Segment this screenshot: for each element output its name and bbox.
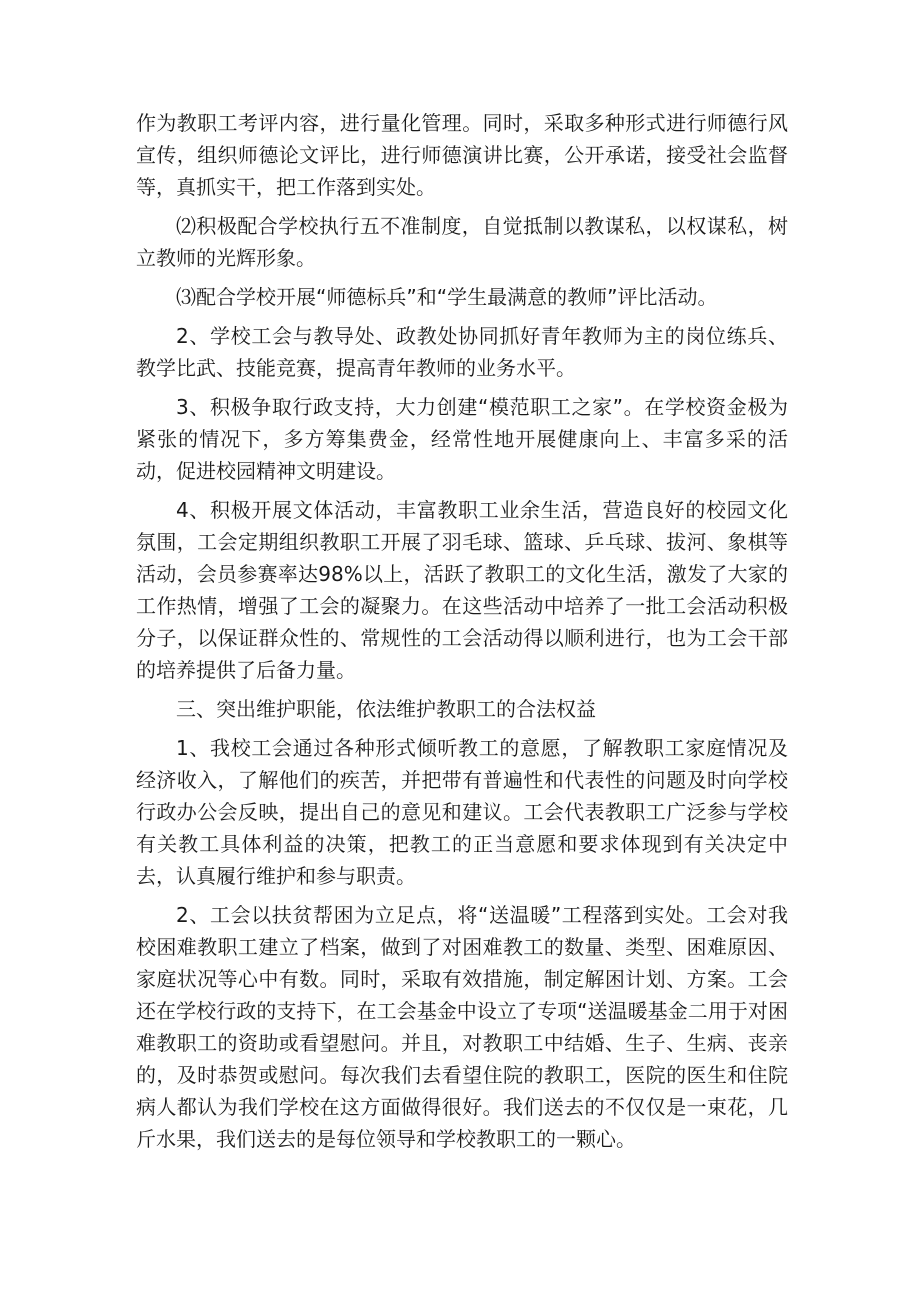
paragraph-item-3: ⑶配合学校开展“师德标兵”和“学生最满意的教师”评比活动。 <box>176 285 718 309</box>
paragraph-continued: 作为教职工考评内容，进行量化管理。同时，采取多种形式进行师德行风宣传，组织师德论文评比，进行师德演讲比赛，公开承诺，接受社会监督等，真抓实干，把工作落到实处。 <box>136 111 788 199</box>
paragraph-subsection-2: 2、工会以扶贫帮困为立足点，将“送温暖”工程落到实处。工会对我校困难教职工建立了档案，做到了对困难教工的数量、类型、困难原因、家庭状况等心中有数。同时，采取有效措施，制定解困计划、方案。工会还在学校行政的支持下，在工会基金中设立了专项“送温暖基金二用于对困难教职工的资助或看望慰问。并且，对教职工中结婚、生子、生病、丧亲的，及时恭贺或慰问。每次我们去看望住院的教职工，医院的医生和住院病人都认为我们学校在这方面做得很好。我们送去的不仅仅是一束花，几斤水果，我们送去的是每位领导和学校教职工的一颗心。 <box>136 903 788 1151</box>
section-heading-3: 三、突出维护职能，依法维护教职工的合法权益 <box>176 697 596 721</box>
document-body <box>136 107 788 1162</box>
paragraph-item-2: ⑵积极配合学校执行五不准制度，自觉抵制以教谋私，以权谋私，树立教师的光辉形象。 <box>136 214 788 270</box>
paragraph-section-3: 3、积极争取行政支持，大力创建“模范职工之家”。在学校资金极为紧张的情况下，多方筹集费金，经常性地开展健康向上、丰富多采的活动，促进校园精神文明建设。 <box>136 395 788 483</box>
paragraph-section-2: 2、学校工会与教导处、政教处协同抓好青年教师为主的岗位练兵、教学比武、技能竞赛，提高青年教师的业务水平。 <box>136 324 788 380</box>
paragraph-subsection-1: 1、我校工会通过各种形式倾听教工的意愿，了解教职工家庭情况及经济收入，了解他们的疾苦，并把带有普遍性和代表性的问题及时向学校行政办公会反映，提出自己的意见和建议。工会代表教职工广泛参与学校有关教工具体利益的决策，把教工的正当意愿和要求体现到有关决定中去，认真履行维护和参与职责。 <box>136 736 788 888</box>
paragraph-section-4: 4、积极开展文体活动，丰富教职工业余生活，营造良好的校园文化氛围，工会定期组织教职工开展了羽毛球、篮球、乒乓球、拔河、象棋等活动，会员参赛率达98%以上，活跃了教职工的文化生活，激发了大家的工作热情，增强了工会的凝聚力。在这些活动中培养了一批工会活动积极分子，以保证群众性的、常规性的工会活动得以顺利进行，也为工会干部的培养提供了后备力量。 <box>136 498 788 682</box>
